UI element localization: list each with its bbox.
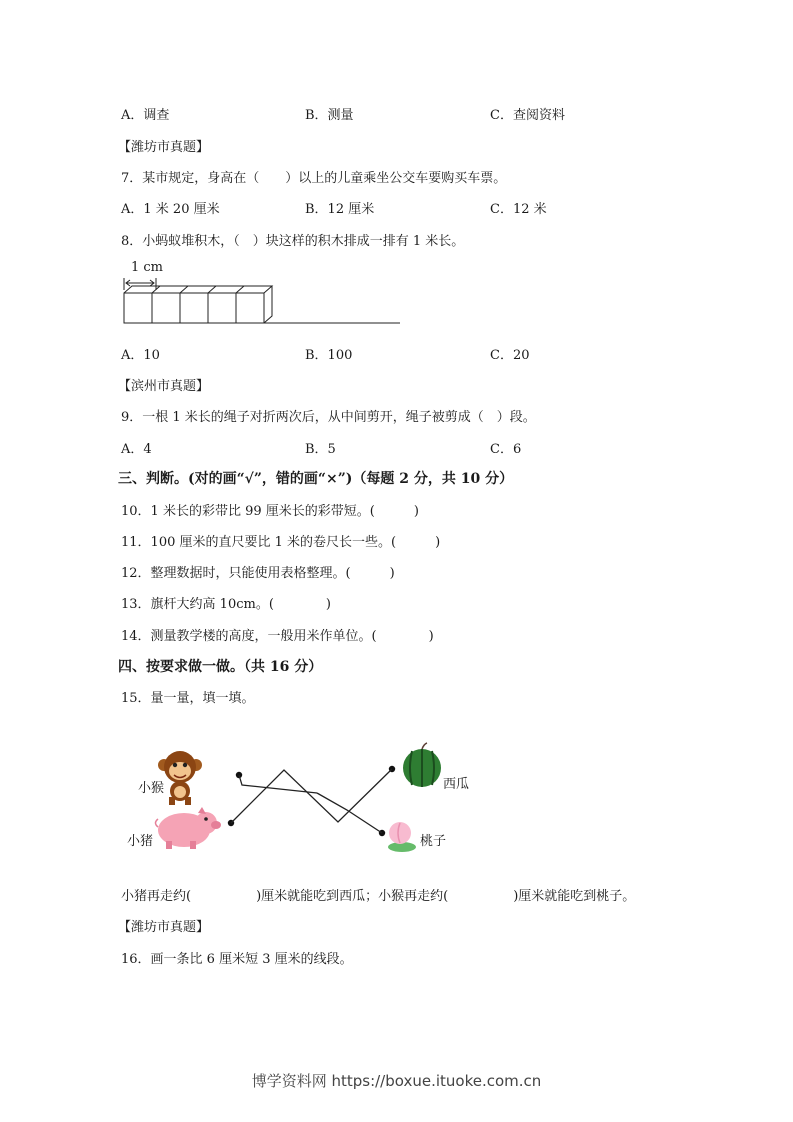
q8-option-c: C．20 — [490, 348, 530, 363]
pig-icon — [156, 807, 222, 849]
section-4-title: 四、按要求做一做。（共 16 分） — [118, 659, 323, 675]
source-label: 【潍坊市真题】 — [118, 140, 210, 155]
blocks-figure — [120, 276, 410, 328]
peach-icon — [388, 822, 416, 852]
watermelon-label: 西瓜 — [443, 777, 470, 792]
q6-option-a: A．调查 — [121, 108, 170, 123]
q14-text: 14．测量教学楼的高度，一般用米作单位。( ) — [121, 629, 434, 644]
q13-text: 13．旗杆大约高 10cm。( ) — [121, 597, 331, 612]
q7-option-a: A．1 米 20 厘米 — [121, 202, 220, 217]
q9-option-b: B．5 — [305, 442, 336, 457]
path-figure — [150, 735, 450, 860]
q12-text: 12．整理数据时，只能使用表格整理。( ) — [121, 566, 395, 581]
q8-text: 8．小蚂蚁堆积木，（ ）块这样的积木排成一排有 1 米长。 — [121, 234, 465, 249]
q6-option-c: C．查阅资料 — [490, 108, 565, 123]
q7-text: 7．某市规定，身高在（ ）以上的儿童乘坐公交车要购买车票。 — [121, 171, 507, 186]
block-size-label: 1 cm — [131, 260, 164, 275]
q9-text: 9．一根 1 米长的绳子对折两次后，从中间剪开，绳子被剪成（ ）段。 — [121, 410, 536, 425]
q15-text: 15．量一量，填一填。 — [121, 691, 255, 706]
q10-text: 10．1 米长的彩带比 99 厘米长的彩带短。( ) — [121, 504, 419, 519]
monkey-icon — [158, 751, 202, 805]
q9-option-c: C．6 — [490, 442, 522, 457]
source-label: 【滨州市真题】 — [118, 379, 210, 394]
monkey-label: 小猴 — [138, 781, 165, 796]
section-3-title: 三、判断。(对的画“√”，错的画“×”)（每题 2 分，共 10 分） — [118, 471, 514, 487]
q8-option-b: B．100 — [305, 348, 353, 363]
q11-text: 11．100 厘米的直尺要比 1 米的卷尺长一些。( ) — [121, 535, 441, 550]
q9-option-a: A．4 — [121, 442, 152, 457]
watermelon-icon — [403, 743, 441, 787]
q7-option-c: C．12 米 — [490, 202, 547, 217]
source-label: 【潍坊市真题】 — [118, 920, 210, 935]
q16-text: 16．画一条比 6 厘米短 3 厘米的线段。 — [121, 952, 353, 967]
q8-option-a: A．10 — [121, 348, 160, 363]
peach-label: 桃子 — [420, 834, 447, 849]
q7-option-b: B．12 厘米 — [305, 202, 375, 217]
q15-answer-line: 小猪再走约( )厘米就能吃到西瓜；小猴再走约( )厘米就能吃到桃子。 — [121, 889, 636, 904]
q6-option-b: B．测量 — [305, 108, 354, 123]
footer-watermark: 博学资料网 https://boxue.ituoke.com.cn — [251, 1072, 542, 1090]
pig-label: 小猪 — [127, 834, 154, 849]
